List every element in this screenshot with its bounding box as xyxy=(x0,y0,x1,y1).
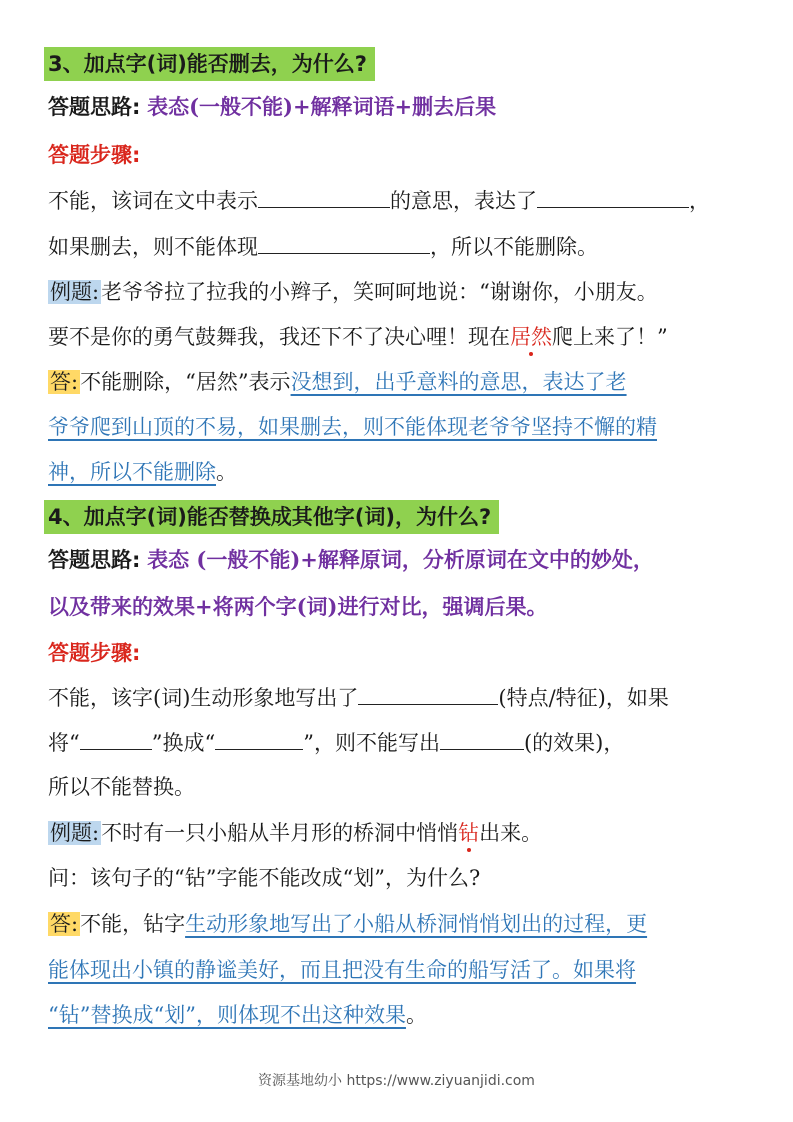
step-text: (的效果)， xyxy=(523,731,625,755)
section4-thinking-text: 表态 (一般不能)+解释原词，分析原词在文中的妙处， xyxy=(147,547,654,572)
answer-text: 爷爷爬到山顶的不易，如果删去，则不能体现老爷爷坚持不懈的精 xyxy=(48,415,657,439)
example-text: 出来。 xyxy=(479,821,543,845)
step-text: 的意思，表达了 xyxy=(390,189,537,213)
section3-thinking-colon: : xyxy=(132,95,141,119)
section3-answer-line3 xyxy=(48,457,237,487)
answer-text: 生动形象地写出了小船从桥洞悄悄划出的过程，更 xyxy=(185,912,648,936)
footer-watermark: 资源基地幼小 https://www.ziyuanjidi.com xyxy=(258,1073,535,1089)
example-label: 例题: xyxy=(50,821,100,845)
step-text: ，所以不能删除。 xyxy=(430,235,598,259)
section4-steps-label: 答题步骤: xyxy=(48,641,141,665)
answer-text: 神，所以不能删除 xyxy=(48,460,216,484)
section4-thinking-label: 答题思路 xyxy=(48,548,132,572)
step-text: 如果删去，则不能体现 xyxy=(48,235,258,259)
step-text: (特点/特征)，如果 xyxy=(498,686,669,710)
section3-thinking-label: 答题思路 xyxy=(48,95,132,119)
section3-steps-label: 答题步骤: xyxy=(48,143,141,167)
section3-title: 3、加点字(词)能否删去，为什么? xyxy=(44,47,375,81)
section3-thinking xyxy=(48,92,496,122)
step-text: 不能，该词在文中表示 xyxy=(48,189,258,213)
step-text: 不能，该字(词)生动形象地写出了 xyxy=(48,686,359,710)
dotted-word: 钻 xyxy=(458,821,480,845)
answer-text: 。 xyxy=(405,1003,427,1027)
step-text: ， xyxy=(689,189,710,213)
section3-example-line1 xyxy=(48,277,658,307)
step-text: ”换成“ xyxy=(151,731,216,755)
step-text: ”，则不能写出 xyxy=(303,731,440,755)
answer-text: 能体现出小镇的静谧美好，而且把没有生命的船写活了。如果将 xyxy=(48,958,636,982)
example-text: 要不是你的勇气鼓舞我，我还下不了决心哩！现在 xyxy=(48,325,510,349)
step-text: 将“ xyxy=(48,731,80,755)
example-label: 例题: xyxy=(50,280,100,304)
fill-blank xyxy=(537,185,689,208)
example-text: 爬上来了！” xyxy=(552,325,668,349)
fill-blank xyxy=(358,682,498,705)
example-text: 不时有一只小船从半月形的桥洞中悄悄 xyxy=(101,821,459,845)
example-text: 老爷爷拉了拉我的小辫子，笑呵呵地说：“谢谢你，小朋友。 xyxy=(101,280,658,304)
section3-step-line2 xyxy=(48,231,598,262)
section3-answer-line2 xyxy=(48,412,657,442)
fill-blank xyxy=(440,727,524,750)
dotted-word: 居然 xyxy=(510,325,552,349)
section4-title: 4、加点字(词)能否替换成其他字(词)，为什么? xyxy=(44,500,499,534)
answer-text: 没想到，出乎意料的意思，表达了老 xyxy=(290,370,627,394)
section3-example-line2 xyxy=(48,322,668,352)
section3-thinking-text: 表态(一般不能)+解释词语+删去后果 xyxy=(147,94,497,119)
section4-answer-line2 xyxy=(48,955,636,985)
answer-label: 答: xyxy=(50,912,79,936)
section4-answer-line1 xyxy=(48,909,647,939)
fill-blank xyxy=(258,231,430,254)
section4-thinking-colon: : xyxy=(132,548,141,572)
section4-step-line3: 所以不能替换。 xyxy=(48,775,195,799)
answer-text: 。 xyxy=(216,460,237,484)
section3-answer-line1 xyxy=(48,367,627,397)
answer-text: “钻”替换成“划”，则体现不出这种效果 xyxy=(48,1003,406,1027)
answer-label: 答: xyxy=(50,370,79,394)
answer-text: 不能，钻字 xyxy=(80,912,186,936)
section4-thinking-line2: 以及带来的效果+将两个字(词)进行对比，强调后果。 xyxy=(48,594,548,619)
fill-blank xyxy=(258,185,390,208)
fill-blank xyxy=(215,727,303,750)
section4-step-line2 xyxy=(48,727,624,758)
answer-text: 不能删除，“居然”表示 xyxy=(80,370,291,394)
section4-question-line: 问：该句子的“钻”字能不能改成“划”，为什么? xyxy=(48,866,481,890)
section4-answer-line3 xyxy=(48,1000,427,1030)
section4-step-line1 xyxy=(48,682,669,713)
section3-step-line1 xyxy=(48,185,710,216)
section4-thinking-line1 xyxy=(48,545,654,575)
fill-blank xyxy=(80,727,152,750)
section4-example-line xyxy=(48,818,542,848)
